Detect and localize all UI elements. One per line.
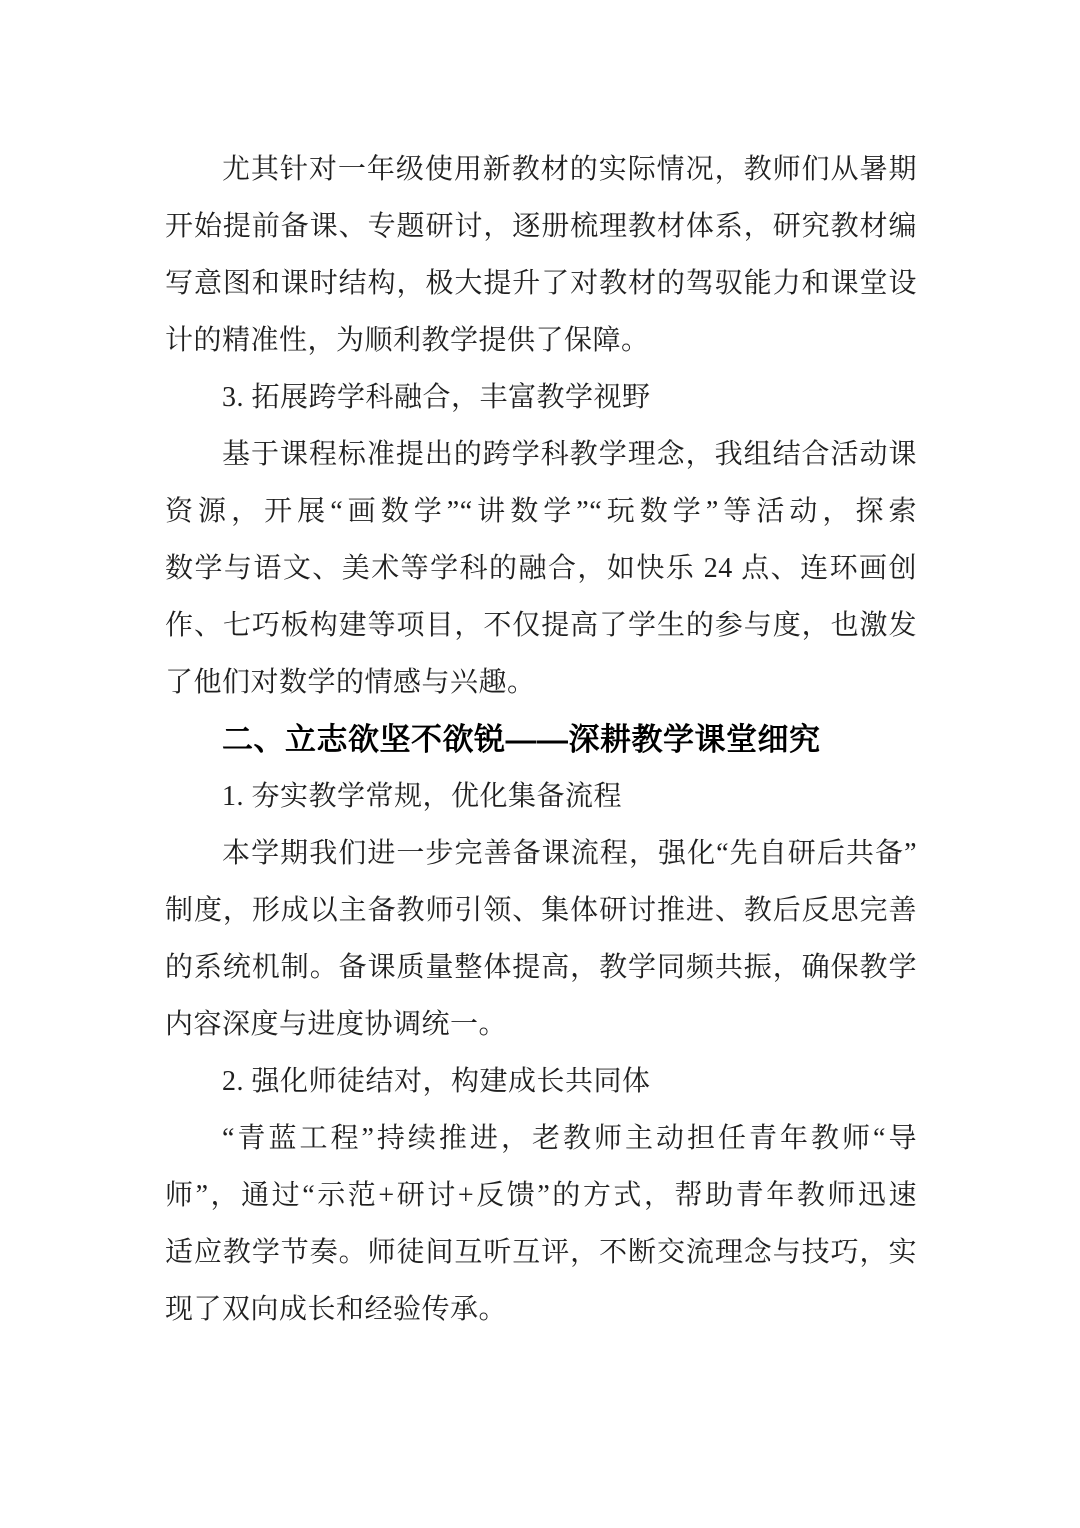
text-line: 的系统机制。备课质量整体提高，教学同频共振，确保教学 [165,952,917,983]
body-paragraph [165,1110,917,1338]
text-line: 师”，通过“示范+研讨+反馈”的方式，帮助青年教师迅速 [165,1180,917,1211]
text-line: 了他们对数学的情感与兴趣。 [165,667,536,698]
text-line: 现了双向成长和经验传承。 [165,1294,508,1325]
text-line: 制度，形成以主备教师引领、集体研讨推进、教后反思完善 [165,895,917,926]
text-line: 二、立志欲坚不欲锐——深耕教学课堂细究 [222,722,821,757]
text-line: 基于课程标准提出的跨学科教学理念，我组结合活动课 [222,439,917,470]
text-line: 2. 强化师徒结对，构建成长共同体 [222,1066,651,1097]
document-text-block [165,141,917,1338]
body-paragraph [165,426,917,711]
text-line: 1. 夯实教学常规，优化集备流程 [222,781,623,812]
text-line: 尤其针对一年级使用新教材的实际情况，教师们从暑期 [222,154,917,185]
body-paragraph [165,141,917,369]
numbered-subheading [165,768,917,825]
text-line: 作、七巧板构建等项目，不仅提高了学生的参与度，也激发 [165,610,917,641]
numbered-subheading [165,1053,917,1110]
text-line: 计的精准性，为顺利教学提供了保障。 [165,325,650,356]
body-paragraph [165,825,917,1053]
text-line: 3. 拓展跨学科融合，丰富教学视野 [222,382,651,413]
text-line: 开始提前备课、专题研讨，逐册梳理教材体系，研究教材编 [165,211,917,242]
text-line: “青蓝工程”持续推进，老教师主动担任青年教师“导 [222,1123,917,1154]
text-line: 适应教学节奏。师徒间互听互评，不断交流理念与技巧，实 [165,1237,917,1268]
numbered-subheading [165,369,917,426]
text-line: 本学期我们进一步完善备课流程，强化“先自研后共备” [222,838,917,869]
text-line: 资源，开展“画数学”“讲数学”“玩数学”等活动，探索 [165,496,917,527]
section-heading [165,711,917,768]
text-line: 写意图和课时结构，极大提升了对教材的驾驭能力和课堂设 [165,268,917,299]
text-line: 内容深度与进度协调统一。 [165,1009,508,1040]
text-line: 数学与语文、美术等学科的融合，如快乐 24 点、连环画创 [165,553,917,584]
